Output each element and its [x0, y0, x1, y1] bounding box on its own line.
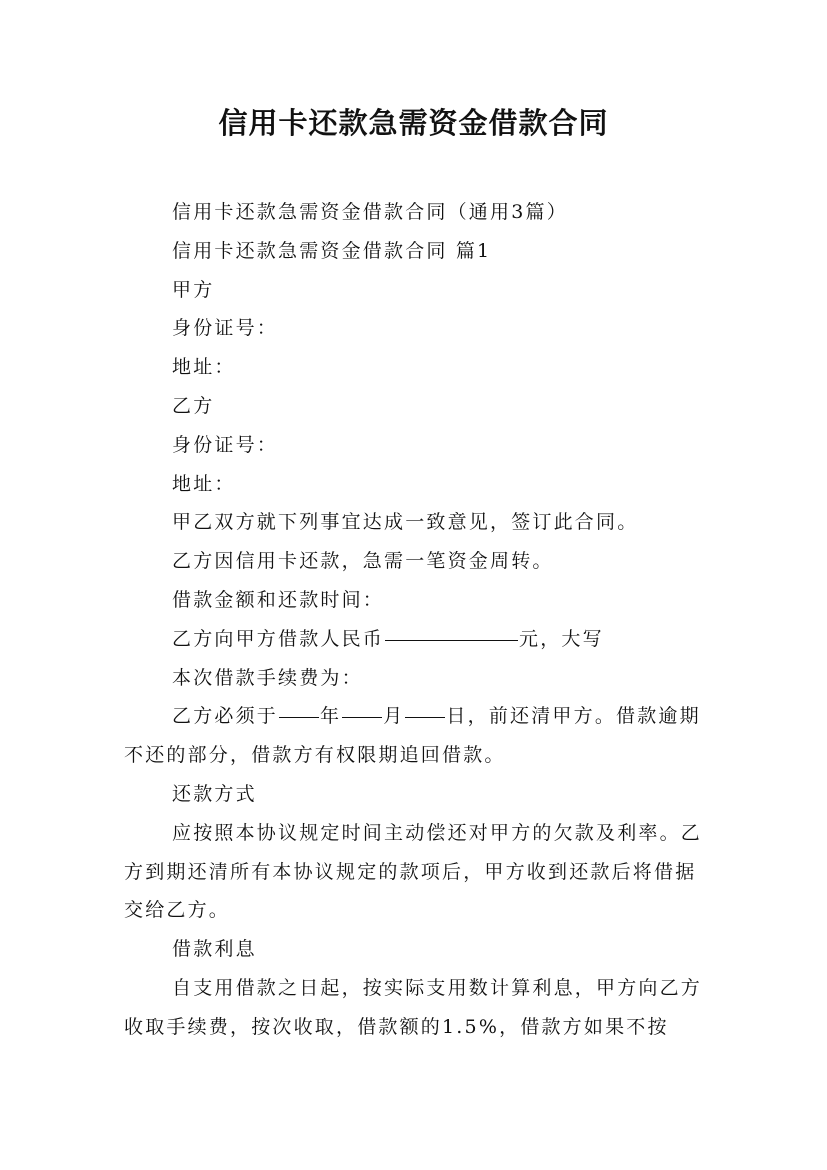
party-b-id-field: 身份证号： [172, 433, 279, 456]
deadline-year: 年 [320, 705, 342, 728]
year-blank [279, 716, 319, 718]
month-blank [342, 716, 382, 718]
party-a-label: 甲方 [172, 278, 215, 301]
deadline-month: 月 [383, 705, 405, 728]
amount-blank [385, 639, 518, 641]
section-title: 信用卡还款急需资金借款合同 篇1 [172, 239, 492, 262]
amount-paragraph [124, 620, 714, 659]
party-a-address-field: 地址： [172, 356, 236, 379]
amount-heading: 借款金额和还款时间： [172, 588, 385, 611]
amount-prefix: 乙方向甲方借款人民币 [172, 627, 385, 650]
document-subtitle: 信用卡还款急需资金借款合同（通用3篇） [172, 201, 568, 223]
reason-paragraph: 乙方因信用卡还款，急需一笔资金周转。 [172, 550, 554, 573]
repay-heading: 还款方式 [172, 782, 257, 805]
document-title: 信用卡还款急需资金借款合同 [218, 106, 609, 140]
deadline-rest: 日，前还清甲方。借款逾期不还的部分，借款方有权限期追回借款。 [124, 705, 701, 767]
fee-paragraph: 本次借款手续费为： [172, 666, 363, 689]
party-b-address-field: 地址： [172, 472, 236, 495]
interest-paragraph: 自支用借款之日起，按实际支用数计算利息，甲方向乙方收取手续费，按次收取，借款额的1.5%，借款方如果不按 [124, 976, 703, 1038]
amount-suffix: 元，大写 [519, 627, 604, 650]
document-body [124, 193, 714, 1047]
agreement-paragraph: 甲乙双方就下列事宜达成一致意见，签订此合同。 [172, 511, 639, 534]
deadline-part1: 乙方必须于 [172, 705, 279, 728]
deadline-paragraph [124, 697, 714, 775]
party-a-id-field: 身份证号： [172, 317, 279, 340]
repay-paragraph: 应按照本协议规定时间主动偿还对甲方的欠款及利率。乙方到期还清所有本协议规定的款项后，甲方收到还款后将借据交给乙方。 [124, 821, 703, 922]
interest-heading: 借款利息 [172, 938, 257, 961]
day-blank [405, 716, 445, 718]
party-b-label: 乙方 [172, 394, 215, 417]
